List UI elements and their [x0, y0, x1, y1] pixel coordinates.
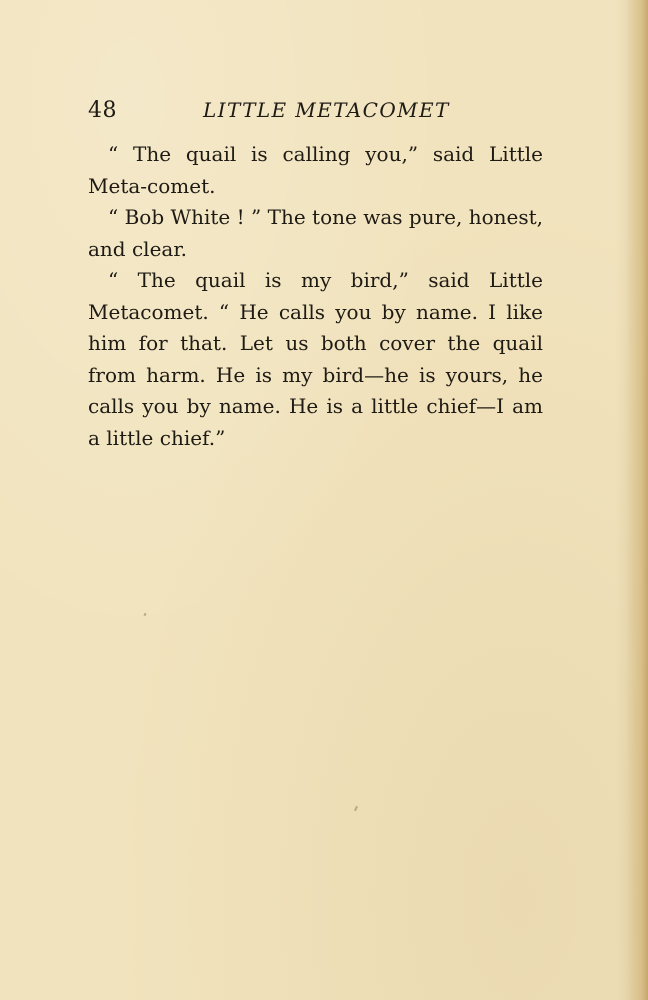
running-head: LITTLE METACOMET	[203, 98, 450, 122]
paper-speck	[143, 613, 146, 617]
page-edge-shadow	[626, 0, 648, 1000]
paragraph-1: “ The quail is calling you,” said Little Meta-comet.	[88, 142, 543, 198]
page-number: 48	[88, 98, 117, 123]
page-header	[88, 98, 558, 132]
paper-speck	[354, 806, 358, 811]
body-text	[88, 139, 543, 454]
paragraph-3: “ The quail is my bird,” said Little Metacomet. “ He calls you by name. I like him for that. Let us both cover the quail from harm. He is my bird—he is yours, he calls you by name. He is a little chief—I am a little chief.”	[88, 268, 543, 450]
paragraph-2: “ Bob White ! ” The tone was pure, honest, and clear.	[88, 205, 543, 261]
